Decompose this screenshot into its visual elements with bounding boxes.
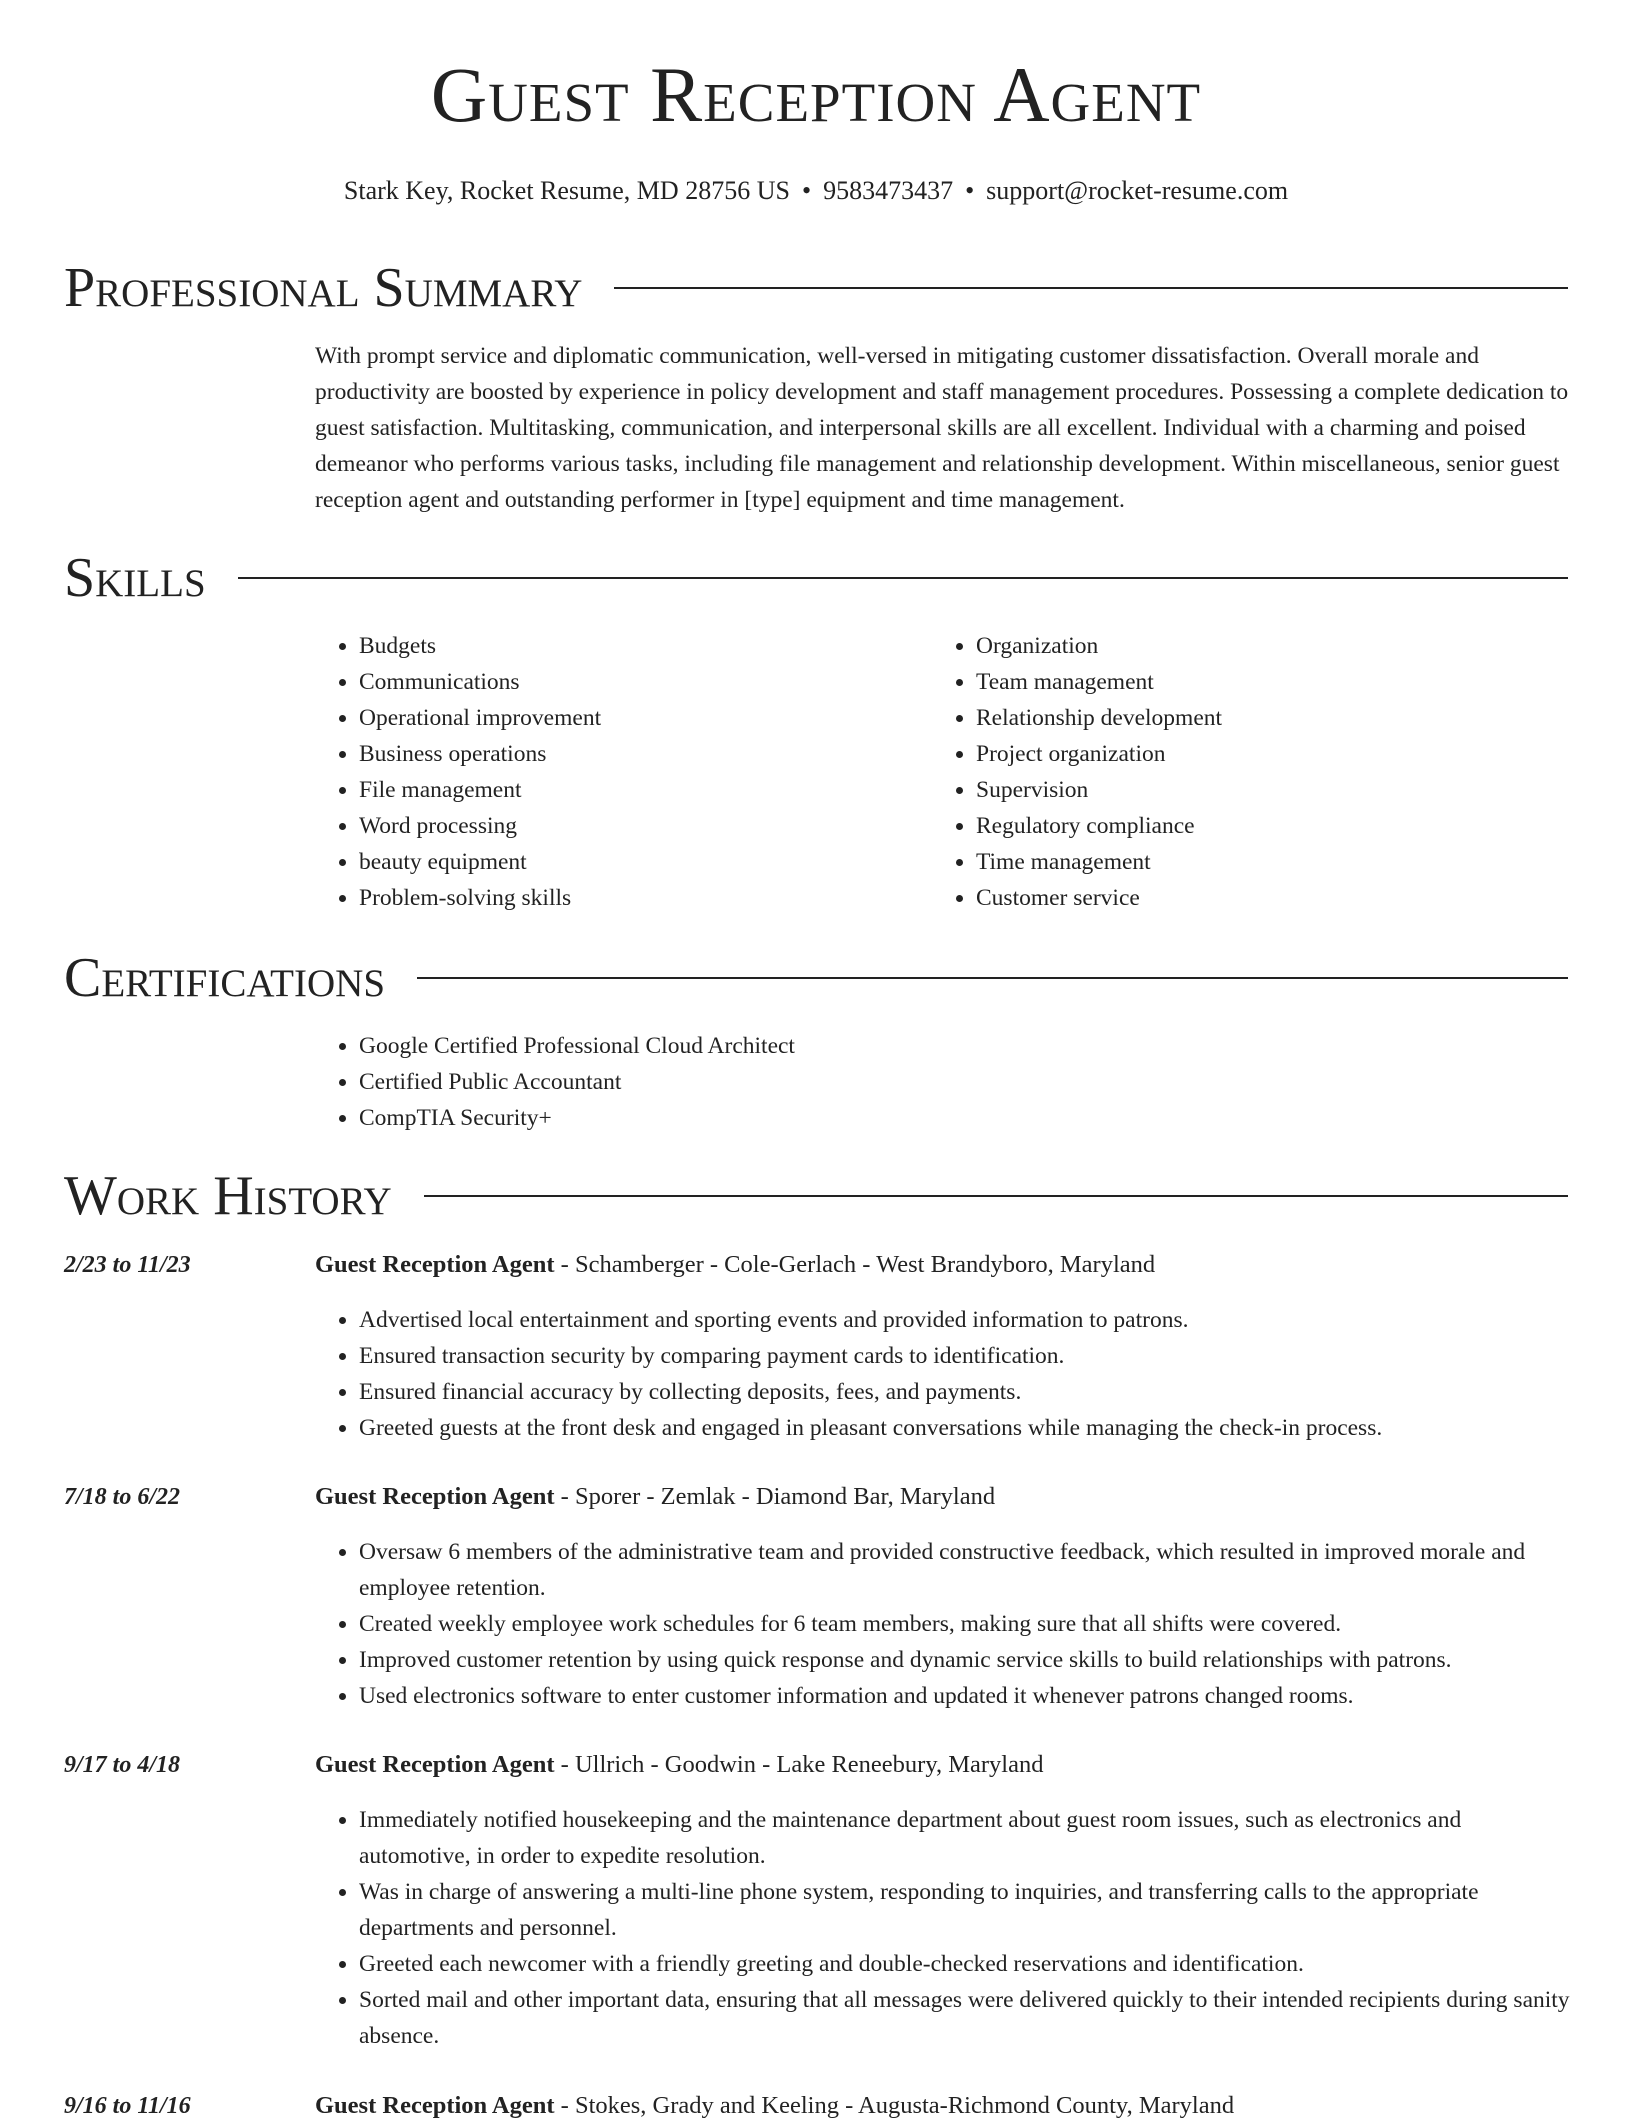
section-divider xyxy=(238,577,1568,579)
certifications-list xyxy=(315,1028,1570,1136)
job-dates: 9/16 to 11/16 xyxy=(64,2093,191,2119)
skill-item: • Project organization xyxy=(976,736,1552,772)
work-history-section-title: Work History xyxy=(64,1165,392,1227)
skills-section-title: Skills xyxy=(64,547,206,609)
skill-item: • Problem-solving skills xyxy=(359,880,915,916)
job-bullet: • Improved customer retention by using quick response and dynamic service skills to build relationships with patrons. xyxy=(359,1642,1570,1678)
job-role: Guest Reception Agent xyxy=(315,1483,555,1510)
certification-item: • CompTIA Security+ xyxy=(359,1100,1570,1136)
skill-item: • Customer service xyxy=(976,880,1552,916)
contact-address: Stark Key, Rocket Resume, MD 28756 US xyxy=(343,176,790,205)
job-heading xyxy=(315,2088,1570,2124)
job-heading xyxy=(315,1479,1570,1515)
skill-item: • Business operations xyxy=(359,736,915,772)
skill-item: • File management xyxy=(359,772,915,808)
skill-item: • Relationship development xyxy=(976,700,1552,736)
contact-separator: • xyxy=(965,176,975,205)
skills-section-header xyxy=(64,548,1568,608)
skills-right-column xyxy=(932,628,1552,916)
summary-section-header xyxy=(64,258,1568,318)
contact-email: support@rocket-resume.com xyxy=(986,176,1289,205)
job-bullets xyxy=(315,1802,1570,2054)
resume-name: Guest Reception Agent xyxy=(430,51,1202,138)
job-dates: 7/18 to 6/22 xyxy=(64,1484,181,1510)
section-divider xyxy=(424,1195,1568,1197)
contact-line xyxy=(0,176,1632,206)
job-bullet: • Greeted guests at the front desk and engaged in pleasant conversations while managing the check-in process. xyxy=(359,1410,1570,1446)
certification-item: • Certified Public Accountant xyxy=(359,1064,1570,1100)
certifications-section-header xyxy=(64,948,1568,1008)
certification-item: • Google Certified Professional Cloud Architect xyxy=(359,1028,1570,1064)
skill-item: • Team management xyxy=(976,664,1552,700)
job-role: Guest Reception Agent xyxy=(315,1751,555,1778)
skill-item: • Word processing xyxy=(359,808,915,844)
skill-item: • Budgets xyxy=(359,628,915,664)
job-bullet: • Created weekly employee work schedules for 6 team members, making sure that all shifts were covered. xyxy=(359,1606,1570,1642)
job-heading xyxy=(315,1747,1570,1783)
job-bullet: • Used electronics software to enter customer information and updated it whenever patrons changed rooms. xyxy=(359,1678,1570,1714)
job-employer: - Sporer - Zemlak - Diamond Bar, Maryland xyxy=(554,1483,996,1510)
contact-phone: 9583473437 xyxy=(823,176,954,205)
job-bullet: • Sorted mail and other important data, ensuring that all messages were delivered quickly to their intended recipients during sanity absence. xyxy=(359,1982,1570,2054)
job-role: Guest Reception Agent xyxy=(315,2092,555,2119)
skill-item: • Supervision xyxy=(976,772,1552,808)
section-divider xyxy=(614,287,1568,289)
job-bullet: • Immediately notified housekeeping and the maintenance department about guest room issues, such as electronics and automotive, in order to expedite resolution. xyxy=(359,1802,1570,1874)
job-bullet: • Oversaw 6 members of the administrative team and provided constructive feedback, which resulted in improved morale and employee retention. xyxy=(359,1534,1570,1606)
skill-item: • Communications xyxy=(359,664,915,700)
job-dates: 9/17 to 4/18 xyxy=(64,1752,181,1778)
skill-item: • Regulatory compliance xyxy=(976,808,1552,844)
skill-item: • Operational improvement xyxy=(359,700,915,736)
job-bullet: • Greeted each newcomer with a friendly greeting and double-checked reservations and identification. xyxy=(359,1946,1570,1982)
work-history-section-header xyxy=(64,1166,1568,1226)
job-bullet: • Advertised local entertainment and sporting events and provided information to patrons. xyxy=(359,1302,1570,1338)
skill-item: • beauty equipment xyxy=(359,844,915,880)
contact-separator: • xyxy=(801,176,812,205)
job-heading xyxy=(315,1247,1570,1283)
job-bullet: • Was in charge of answering a multi-line phone system, responding to inquiries, and transferring calls to the appropriate departments and personnel. xyxy=(359,1874,1570,1946)
skill-item: • Organization xyxy=(976,628,1552,664)
job-employer: - Ullrich - Goodwin - Lake Reneebury, Maryland xyxy=(554,1751,1044,1778)
job-role: Guest Reception Agent xyxy=(315,1251,555,1278)
job-bullet: • Ensured financial accuracy by collecting deposits, fees, and payments. xyxy=(359,1374,1570,1410)
job-bullet: • Ensured transaction security by comparing payment cards to identification. xyxy=(359,1338,1570,1374)
skills-left-column xyxy=(315,628,915,916)
summary-text: With prompt service and diplomatic communication, well-versed in mitigating customer dissatisfaction. Overall morale and productivity are boosted by experience in policy development and staff management procedures. Possessing a complete dedication to guest satisfaction. Multitasking, communication, and interpersonal skills are all excellent. Individual with a charming and poised demeanor who performs various tasks, including file management and relationship development. Within miscellaneous, senior guest reception agent and outstanding performer in [type] equipment and time management. xyxy=(315,343,1569,513)
section-divider xyxy=(417,977,1568,979)
job-bullets xyxy=(315,1302,1570,1446)
job-dates: 2/23 to 11/23 xyxy=(64,1252,191,1278)
skill-item: • Time management xyxy=(976,844,1552,880)
job-employer: - Stokes, Grady and Keeling - Augusta-Richmond County, Maryland xyxy=(554,2092,1235,2119)
job-employer: - Schamberger - Cole-Gerlach - West Brandyboro, Maryland xyxy=(554,1251,1156,1278)
summary-section-title: Professional Summary xyxy=(64,257,583,319)
job-bullets xyxy=(315,1534,1570,1714)
certifications-section-title: Certifications xyxy=(64,947,386,1009)
